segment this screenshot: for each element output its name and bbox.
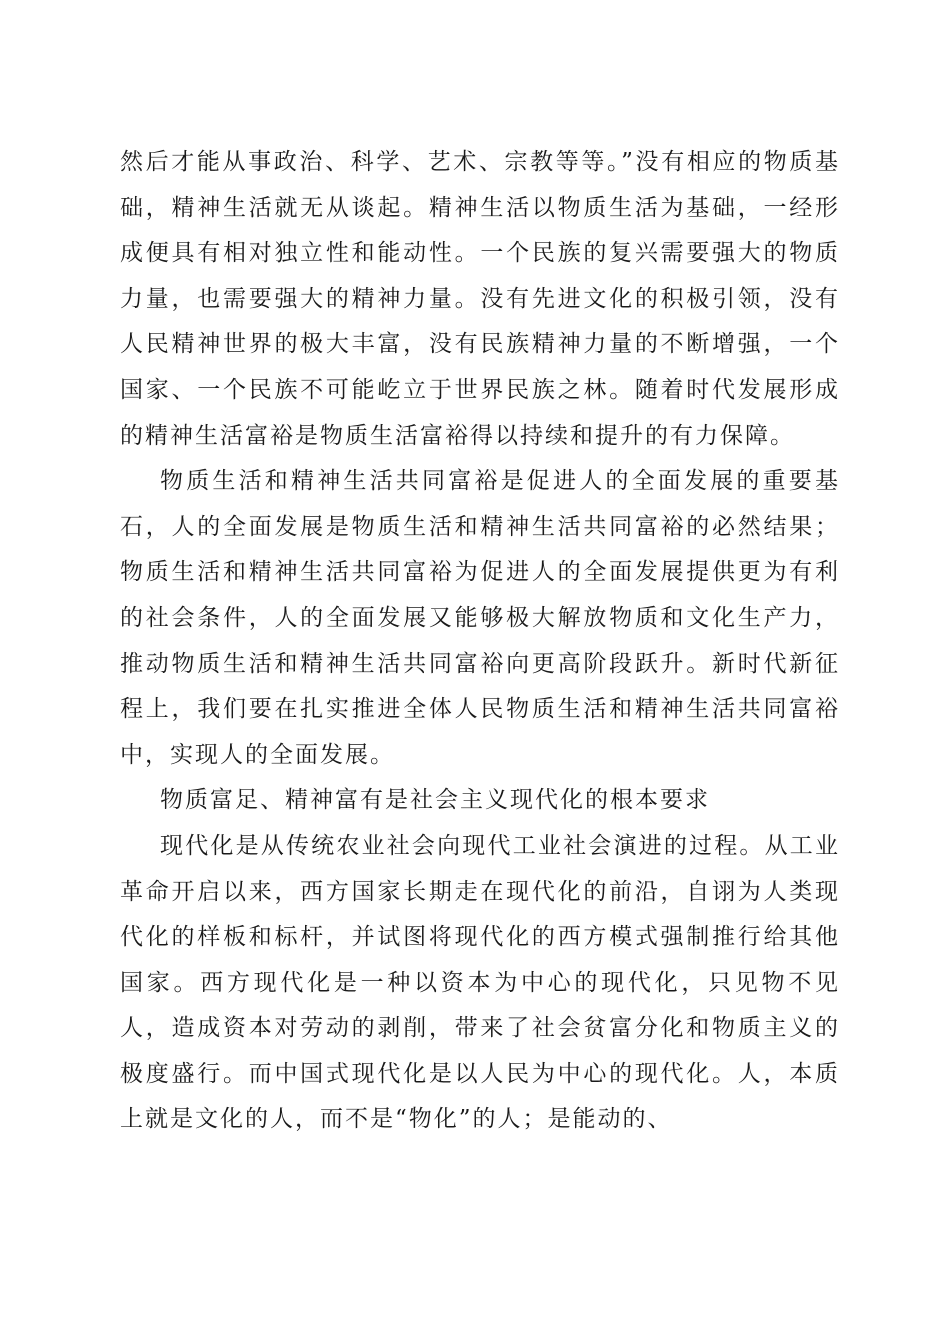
paragraph-3: 现代化是从传统农业社会向现代工业社会演进的过程。从工业革命开启以来，西方国家长期走在现代化的前沿，自诩为人类现代化的样板和标杆，并试图将现代化的西方模式强制推行给其他国家。西方现代化是一种以资本为中心的现代化，只见物不见人，造成资本对劳动的剥削，带来了社会贫富分化和物质主义的极度盛行。而中国式现代化是以人民为中心的现代化。人，本质上就是文化的人，而不是“物化”的人；是能动的、: [120, 832, 840, 1133]
paragraph-2: 物质生活和精神生活共同富裕是促进人的全面发展的重要基石，人的全面发展是物质生活和精神生活共同富裕的必然结果；物质生活和精神生活共同富裕为促进人的全面发展提供更为有利的社会条件，人的全面发展又能够极大解放物质和文化生产力，推动物质生活和精神生活共同富裕向更高阶段跃升。新时代新征程上，我们要在扎实推进全体人民物质生活和精神生活共同富裕中，实现人的全面发展。: [120, 468, 840, 768]
paragraph-1: 然后才能从事政治、科学、艺术、宗教等等。”没有相应的物质基础，精神生活就无从谈起。精神生活以物质生活为基础，一经形成便具有相对独立性和能动性。一个民族的复兴需要强大的物质力量，也需要强大的精神力量。没有先进文化的积极引领，没有人民精神世界的极大丰富，没有民族精神力量的不断增强，一个国家、一个民族不可能屹立于世界民族之林。随着时代发展形成的精神生活富裕是物质生活富裕得以持续和提升的有力保障。: [120, 149, 840, 449]
document-body: [120, 140, 840, 1143]
section-heading: 物质富足、精神富有是社会主义现代化的根本要求: [160, 787, 710, 814]
